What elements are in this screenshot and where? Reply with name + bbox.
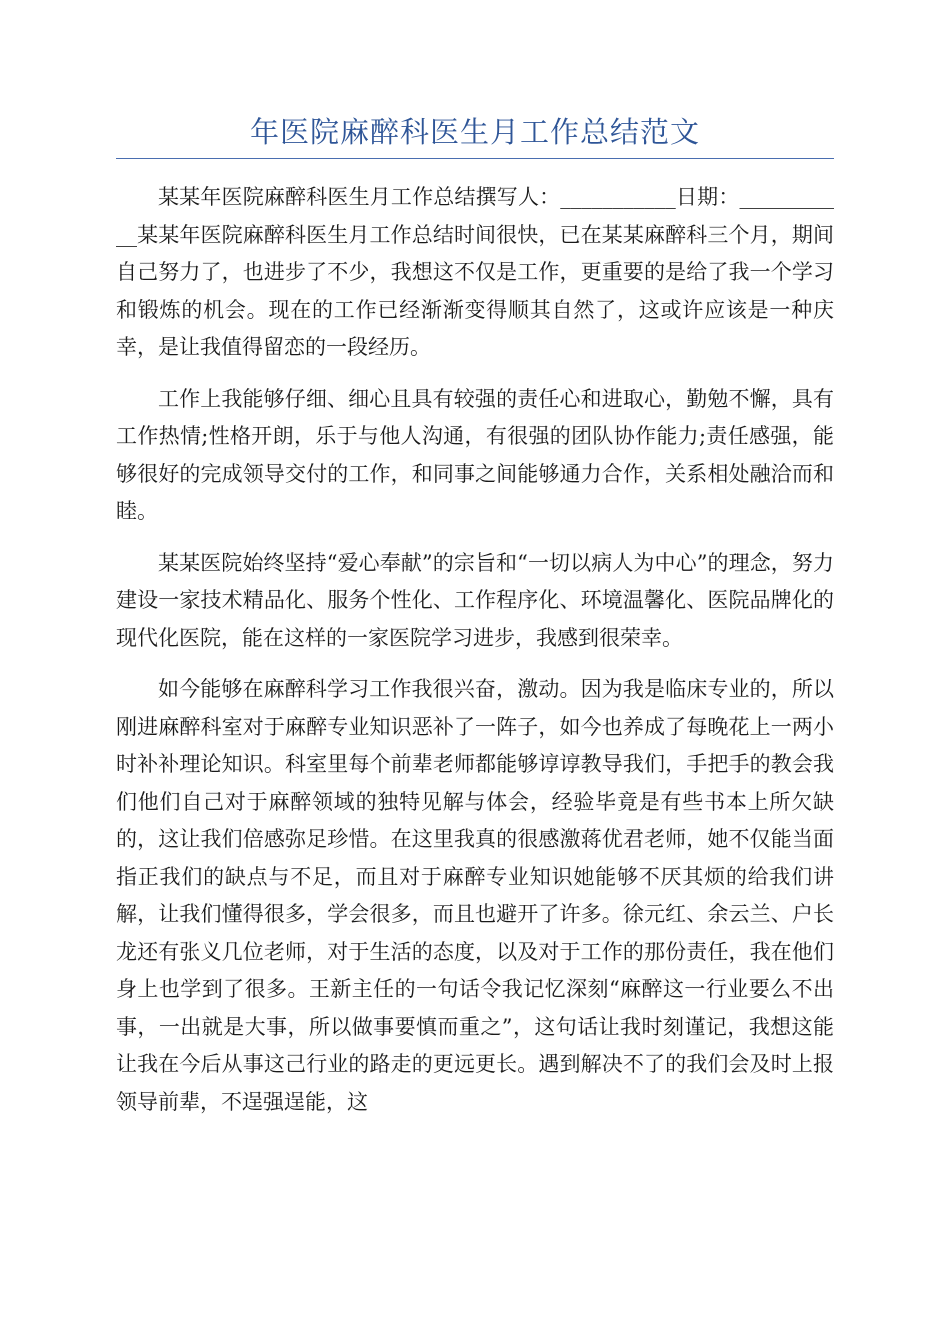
title-underline (116, 158, 834, 159)
paragraph-learning-experience: 如今能够在麻醉科学习工作我很兴奋，激动。因为我是临床专业的，所以刚进麻醉科室对于麻醉专业知识恶补了一阵子，如今也养成了每晚花上一两小时补补理论知识。科室里每个前辈老师都能够谆谆教导我们，手把手的教会我们他们自己对于麻醉领域的独特见解与体会，经验毕竟是有些书本上所欠缺的，这让我们倍感弥足珍惜。在这里我真的很感激蒋优君老师，她不仅能当面指正我们的缺点与不足，而且对于麻醉专业知识她能够不厌其烦的给我们讲解，让我们懂得很多，学会很多，而且也避开了许多。徐元红、余云兰、户长龙还有张义几位老师，对于生活的态度，以及对于工作的那份责任，我在他们身上也学到了很多。王新主任的一句话令我记忆深刻“麻醉这一行业要么不出事，一出就是大事，所以做事要慎而重之”，这句话让我时刻谨记，我想这能让我在今后从事这己行业的路走的更远更长。遇到解决不了的我们会及时上报领导前辈，不逞强逞能，这 (116, 677, 834, 1114)
paragraph-intro: 某某年医院麻醉科医生月工作总结撰写人：___________日期：___________某某年医院麻醉科医生月工作总结时间很快，已在某某麻醉科三个月，期间自己努力了，也进步了不少，我想这不仅是工作，更重要的是给了我一个学习和锻炼的机会。现在的工作已经渐渐变得顺其自然了，这或许应该是一种庆幸，是让我值得留恋的一段经历。 (116, 185, 834, 359)
paragraph-hospital-mission: 某某医院始终坚持“爱心奉献”的宗旨和“一切以病人为中心”的理念，努力建设一家技术精品化、服务个性化、工作程序化、环境温馨化、医院品牌化的现代化医院，能在这样的一家医院学习进步，我感到很荣幸。 (116, 550, 834, 650)
document-page (116, 0, 834, 1135)
paragraph-work-attitude: 工作上我能够仔细、细心且具有较强的责任心和进取心，勤勉不懈，具有工作热情;性格开朗，乐于与他人沟通，有很强的团队协作能力;责任感强，能够很好的完成领导交付的工作，和同事之间能够通力合作，关系相处融洽而和睦。 (116, 386, 834, 523)
document-body (116, 179, 834, 1121)
document-title: 年医院麻醉科医生月工作总结范文 (249, 115, 700, 149)
